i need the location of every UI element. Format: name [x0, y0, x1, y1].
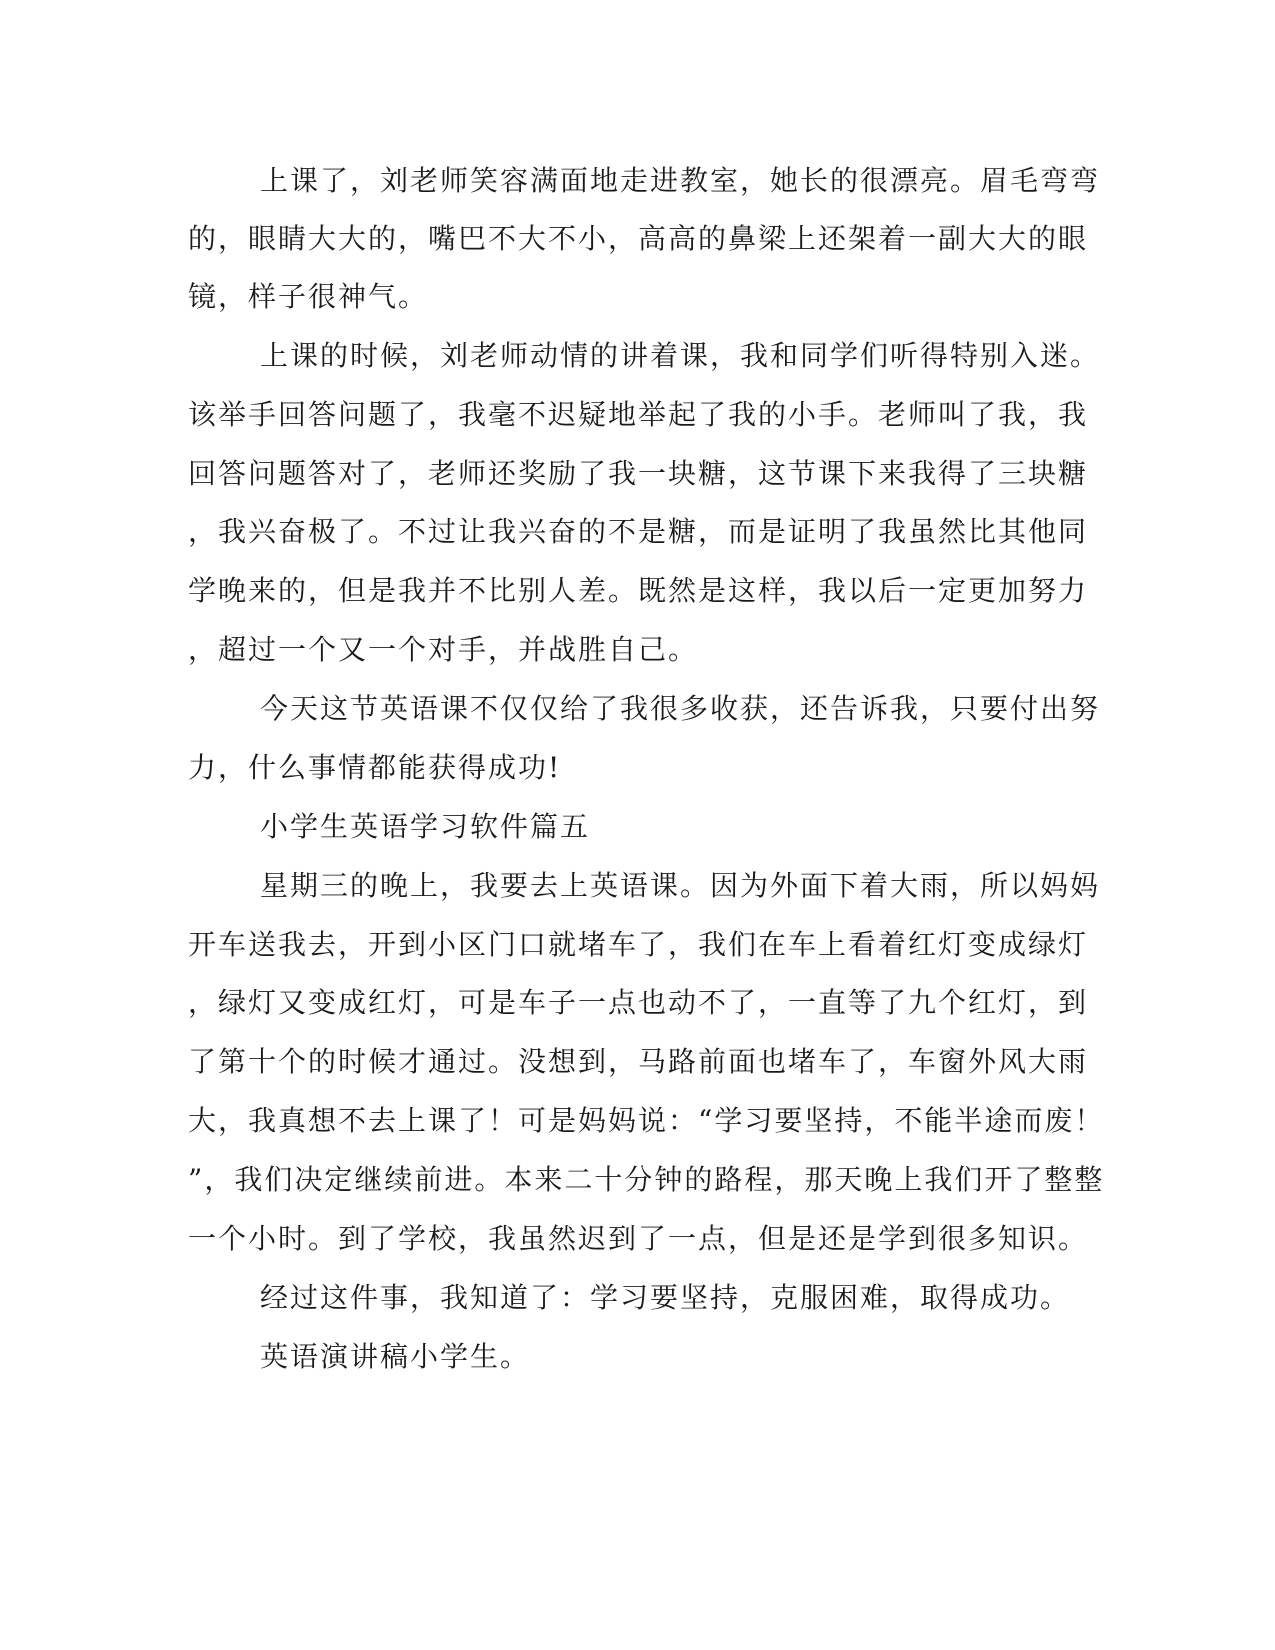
paragraph-2-line-4: ，我兴奋极了。不过让我兴奋的不是糖，而是证明了我虽然比其他同	[188, 515, 1089, 548]
paragraph-2-line-5: 学晚来的，但是我并不比别人差。既然是这样，我以后一定更加努力	[188, 574, 1089, 607]
paragraph-4-line-1: 星期三的晚上，我要去上英语课。因为外面下着大雨，所以妈妈	[260, 869, 1101, 902]
paragraph-1-line-3: 镜，样子很神气。	[188, 280, 429, 313]
paragraph-4-line-5: 大，我真想不去上课了！可是妈妈说：“学习要坚持，不能半途而废！	[188, 1104, 1105, 1137]
section-heading: 小学生英语学习软件篇五	[260, 810, 591, 843]
paragraph-4-line-2: 开车送我去，开到小区门口就堵车了，我们在车上看着红灯变成绿灯	[188, 928, 1089, 961]
paragraph-4-line-3: ，绿灯又变成红灯，可是车子一点也动不了，一直等了九个红灯，到	[188, 986, 1089, 1019]
paragraph-3-line-1: 今天这节英语课不仅仅给了我很多收获，还告诉我，只要付出努	[260, 692, 1101, 725]
paragraph-5-line-1: 经过这件事，我知道了：学习要坚持，克服困难，取得成功。	[260, 1281, 1071, 1314]
paragraph-2-line-2: 该举手回答问题了，我毫不迟疑地举起了我的小手。老师叫了我，我	[188, 398, 1089, 431]
closing-line: 英语演讲稿小学生。	[260, 1340, 531, 1373]
paragraph-2-line-1: 上课的时候，刘老师动情的讲着课，我和同学们听得特别入迷。	[260, 339, 1101, 372]
paragraph-1-line-1: 上课了，刘老师笑容满面地走进教室，她长的很漂亮。眉毛弯弯	[260, 164, 1101, 197]
paragraph-4-line-4: 了第十个的时候才通过。没想到，马路前面也堵车了，车窗外风大雨	[188, 1045, 1089, 1078]
paragraph-4-line-7: 一个小时。到了学校，我虽然迟到了一点，但是还是学到很多知识。	[188, 1222, 1089, 1255]
paragraph-2-line-3: 回答问题答对了，老师还奖励了我一块糖，这节课下来我得了三块糖	[188, 457, 1089, 490]
paragraph-4-line-6: ”，我们决定继续前进。本来二十分钟的路程，那天晚上我们开了整整	[188, 1163, 1105, 1196]
paragraph-1-line-2: 的，眼睛大大的，嘴巴不大不小，高高的鼻梁上还架着一副大大的眼	[188, 222, 1089, 255]
paragraph-2-line-6: ，超过一个又一个对手，并战胜自己。	[188, 633, 699, 666]
paragraph-3-line-2: 力，什么事情都能获得成功!	[188, 751, 562, 784]
